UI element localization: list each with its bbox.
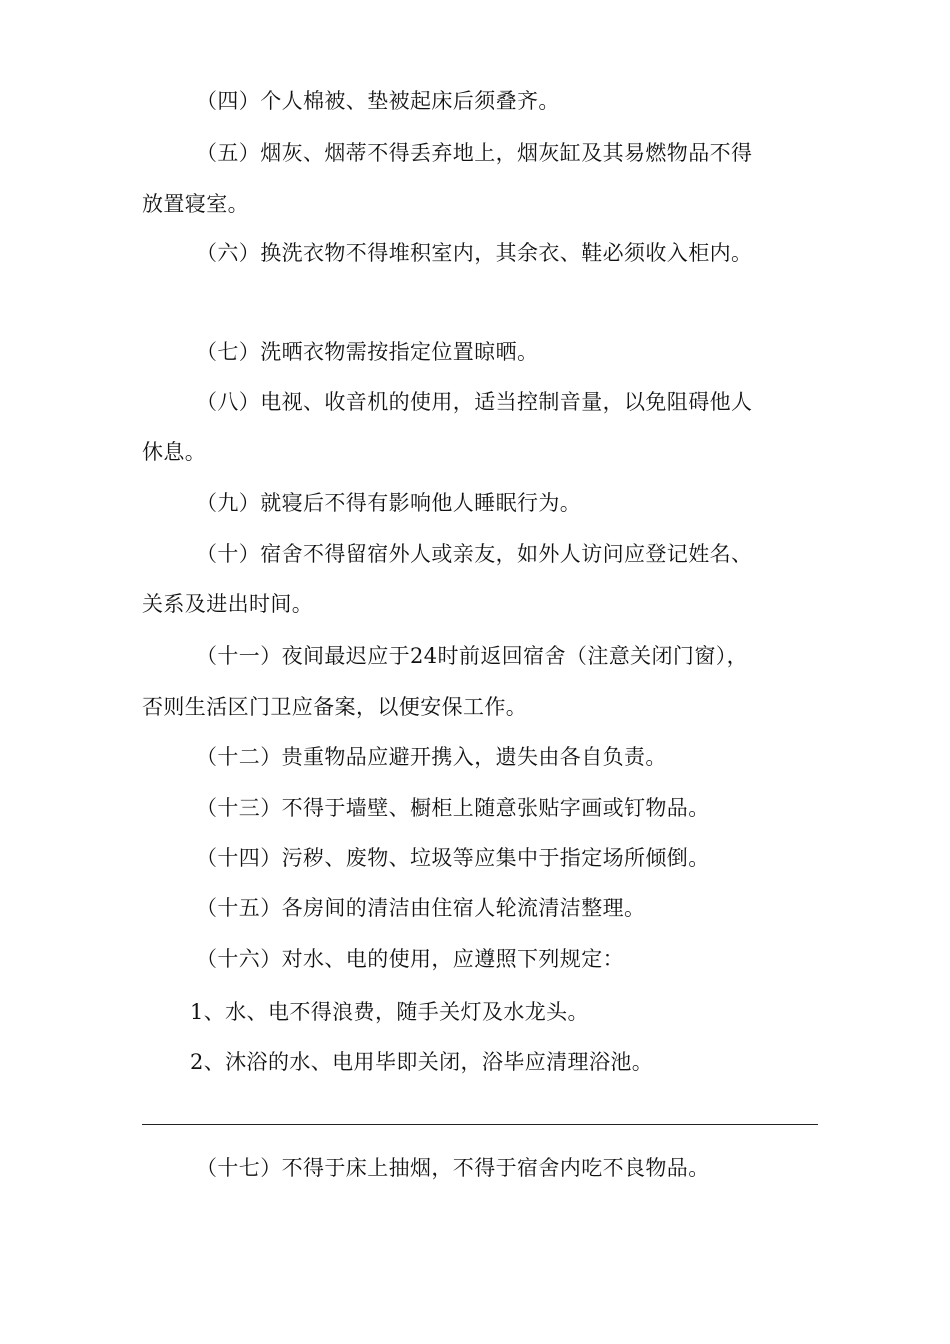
rule-item-5-line-2: 放置寝室。 [142, 192, 249, 216]
rule-item-7: （七）洗晒衣物需按指定位置晾晒。 [196, 340, 539, 364]
rule-item-8-line-2: 休息。 [142, 440, 207, 464]
rule-item-10-line-1: （十）宿舍不得留宿外人或亲友，如外人访问应登记姓名、 [196, 542, 753, 566]
rule-item-5-line-1: （五）烟灰、烟蒂不得丢弃地上，烟灰缸及其易燃物品不得 [196, 141, 753, 165]
rule-item-4: （四）个人棉被、垫被起床后须叠齐。 [196, 89, 560, 113]
rule-item-16-sub-1: 1、水、电不得浪费，随手关灯及水龙头。 [190, 1000, 589, 1024]
rule-item-6: （六）换洗衣物不得堆积室内，其余衣、鞋必须收入柜内。 [196, 241, 753, 265]
rule-item-12: （十二）贵重物品应避开携入，遗失由各自负责。 [196, 745, 667, 769]
rule-item-10-line-2: 关系及进出时间。 [142, 592, 314, 616]
rule-item-14: （十四）污秽、废物、垃圾等应集中于指定场所倾倒。 [196, 846, 710, 870]
rule-item-16: （十六）对水、电的使用，应遵照下列规定： [196, 947, 624, 971]
rule-item-13: （十三）不得于墙壁、橱柜上随意张贴字画或钉物品。 [196, 796, 710, 820]
rule-item-17: （十七）不得于床上抽烟，不得于宿舍内吃不良物品。 [196, 1156, 710, 1180]
rule-item-15: （十五）各房间的清洁由住宿人轮流清洁整理。 [196, 896, 646, 920]
rule-item-11-line-1: （十一）夜间最迟应于24时前返回宿舍（注意关闭门窗）， [196, 644, 749, 668]
rule-item-8-line-1: （八）电视、收音机的使用，适当控制音量，以免阻碍他人 [196, 390, 753, 414]
rule-item-16-sub-2: 2、沐浴的水、电用毕即关闭，浴毕应清理浴池。 [190, 1050, 654, 1074]
horizontal-divider [142, 1124, 818, 1125]
rule-item-9: （九）就寝后不得有影响他人睡眠行为。 [196, 491, 582, 515]
rule-item-11-line-2: 否则生活区门卫应备案，以便安保工作。 [142, 695, 528, 719]
